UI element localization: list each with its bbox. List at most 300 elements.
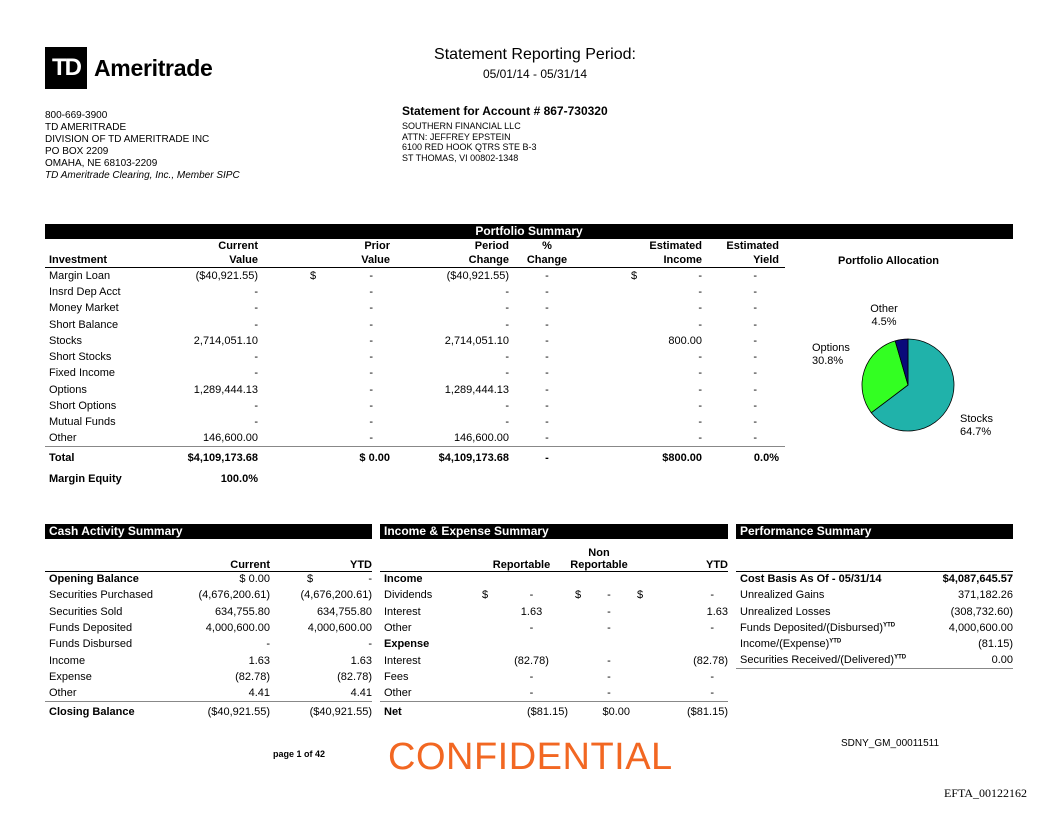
period-change: ($40,921.55) xyxy=(446,269,509,282)
period-change: - xyxy=(505,302,509,315)
inc-col-non-reportable xyxy=(568,540,630,571)
cash-col-current: Current xyxy=(180,540,270,571)
cash-ytd-cell xyxy=(285,636,372,652)
currency-symbol xyxy=(630,604,650,620)
inc-col-non-reportable-top: Non xyxy=(588,546,610,559)
performance-summary-table xyxy=(736,540,1013,669)
income-ytd: - xyxy=(650,685,728,701)
est-yield: - xyxy=(753,269,757,282)
pie-label-other: Other xyxy=(870,303,898,315)
current-value: 146,600.00 xyxy=(165,430,258,446)
performance-item-label: Funds Deposited/(Disbursed) xyxy=(740,622,884,635)
investment-name: Short Balance xyxy=(49,318,119,331)
period-change: - xyxy=(505,285,509,298)
performance-item-label: Unrealized Gains xyxy=(740,589,825,602)
prior-value: - xyxy=(369,351,373,364)
period-change: - xyxy=(505,351,509,364)
est-yield: - xyxy=(753,285,757,298)
est-income-cell xyxy=(585,333,702,349)
income-ytd: (82.78) xyxy=(693,654,728,667)
period-change: 146,600.00 xyxy=(390,430,509,446)
est-income: - xyxy=(698,285,702,298)
performance-item xyxy=(736,587,926,603)
portfolio-row xyxy=(45,365,785,381)
portfolio-row xyxy=(45,382,785,398)
current-value: - xyxy=(254,367,258,380)
account-address-line: 6100 RED HOOK QTRS STE B-3 xyxy=(402,142,537,152)
prior-value: - xyxy=(369,367,373,380)
broker-member-note: TD Ameritrade Clearing, Inc., Member SIPC xyxy=(45,170,240,181)
page-number: page 1 of 42 xyxy=(273,749,326,759)
total-label: Total xyxy=(49,451,75,464)
currency-symbol xyxy=(630,669,650,685)
col-income-bottom: Income xyxy=(585,253,702,268)
net-reportable: ($81.15) xyxy=(527,706,568,719)
est-income: - xyxy=(698,318,702,331)
efta-id: EFTA_00122162 xyxy=(944,786,1028,800)
performance-item-value: 371,182.26 xyxy=(957,589,1013,602)
reporting-period-dates: 05/01/14 - 05/31/14 xyxy=(482,67,588,81)
performance-item-value: 0.00 xyxy=(926,652,1013,668)
est-income: - xyxy=(698,351,702,364)
income-row xyxy=(380,685,728,701)
portfolio-summary-table xyxy=(45,239,785,490)
broker-address xyxy=(45,110,240,182)
portfolio-row xyxy=(45,268,785,284)
cash-current: (82.78) xyxy=(235,670,270,683)
spacer xyxy=(779,268,785,284)
prior-value: - xyxy=(369,302,373,315)
income-row xyxy=(380,669,728,685)
confidential-stamp: CONFIDENTIAL xyxy=(388,736,673,778)
prior-value: - xyxy=(369,285,373,298)
currency-symbol xyxy=(568,685,588,701)
currency-symbol xyxy=(475,669,495,685)
col-pct-top: % xyxy=(542,240,552,252)
account-title: Statement for Account # 867-730320 xyxy=(402,104,608,118)
portfolio-row xyxy=(45,316,785,332)
spacer xyxy=(588,571,630,587)
closing-balance-ytd: ($40,921.55) xyxy=(309,706,372,719)
est-income-cell xyxy=(585,349,702,365)
cash-row xyxy=(45,636,372,652)
inc-col-ytd: YTD xyxy=(650,540,728,571)
est-income: 800.00 xyxy=(668,334,702,347)
income-expense-header: Income & Expense Summary xyxy=(380,524,728,539)
currency-symbol xyxy=(475,685,495,701)
pct-change: - xyxy=(545,367,549,380)
portfolio-allocation-title: Portfolio Allocation xyxy=(837,255,940,267)
spacer xyxy=(779,349,785,365)
prior-value-cell xyxy=(258,300,390,316)
income-reportable: - xyxy=(529,670,534,683)
spacer xyxy=(779,284,785,300)
col-current-bottom: Value xyxy=(165,253,258,268)
prior-value-cell xyxy=(258,382,390,398)
cash-row xyxy=(45,685,372,701)
pie-chart-svg xyxy=(790,300,1015,450)
prior-value: - xyxy=(369,334,373,347)
broker-po-box: PO BOX 2209 xyxy=(45,146,109,157)
ytd-superscript: YTD xyxy=(894,654,907,661)
cash-item-label: Securities Sold xyxy=(49,605,123,618)
col-income-top: Estimated xyxy=(649,240,702,252)
est-income: - xyxy=(698,383,702,396)
current-value: - xyxy=(254,416,258,429)
investment-name: Short Options xyxy=(49,400,117,413)
account-address-line: ST THOMAS, VI 00802-1348 xyxy=(402,152,519,163)
pct-change: - xyxy=(509,430,585,446)
pie-value-options: 30.8% xyxy=(812,355,844,367)
currency-symbol: $ xyxy=(636,589,644,602)
performance-row xyxy=(736,636,1013,652)
investment-name: Other xyxy=(45,430,165,446)
income-reportable: (82.78) xyxy=(514,654,549,667)
est-income: - xyxy=(698,416,702,429)
performance-row xyxy=(736,587,1013,603)
cash-row xyxy=(45,604,372,620)
portfolio-row xyxy=(45,398,785,414)
est-yield: - xyxy=(753,334,757,347)
performance-summary-header: Performance Summary xyxy=(736,524,1013,539)
income-reportable: - xyxy=(495,685,568,701)
income-row xyxy=(380,571,728,587)
income-row xyxy=(380,652,728,668)
pct-change: - xyxy=(545,334,549,347)
currency-symbol: $ xyxy=(307,573,314,586)
net-ytd: ($81.15) xyxy=(687,706,728,719)
closing-balance-current: ($40,921.55) xyxy=(207,706,270,719)
spacer xyxy=(650,636,728,652)
total-prior: $ 0.00 xyxy=(359,451,390,464)
period-change: - xyxy=(505,416,509,429)
cash-ytd: 1.63 xyxy=(350,654,372,667)
pie-label-stocks: Stocks xyxy=(960,413,994,425)
income-non-reportable: - xyxy=(607,654,611,667)
cash-ytd: - xyxy=(368,638,372,651)
period-change: - xyxy=(505,367,509,380)
est-yield: - xyxy=(753,318,757,331)
income-row xyxy=(380,587,728,603)
currency-symbol xyxy=(475,620,495,636)
cash-ytd: 634,755.80 xyxy=(316,605,372,618)
performance-item xyxy=(736,652,926,668)
portfolio-row xyxy=(45,284,785,300)
current-value: 2,714,051.10 xyxy=(193,334,258,347)
est-income-cell xyxy=(585,268,702,284)
investment-name: Fixed Income xyxy=(49,367,116,380)
performance-item xyxy=(736,604,926,620)
col-pct-bottom: Change xyxy=(509,253,585,268)
period-change: - xyxy=(505,400,509,413)
pct-change: - xyxy=(545,302,549,315)
currency-symbol xyxy=(568,620,588,636)
document-id: SDNY_GM_00011511 xyxy=(841,738,940,749)
cost-basis-row xyxy=(736,571,1013,587)
spacer xyxy=(475,636,495,652)
current-value: - xyxy=(254,318,258,331)
prior-value-cell xyxy=(258,414,390,430)
prior-value-cell xyxy=(258,284,390,300)
currency-symbol xyxy=(475,652,495,668)
performance-item-value: (308,732.60) xyxy=(950,605,1013,618)
cash-ytd-cell xyxy=(285,620,372,636)
currency-symbol: $ xyxy=(574,589,582,602)
spacer xyxy=(568,636,588,652)
pct-change: - xyxy=(545,351,549,364)
col-prior-top: Prior xyxy=(364,240,390,252)
ytd-superscript: YTD xyxy=(883,622,896,629)
td-ameritrade-logo xyxy=(45,47,212,89)
current-value: - xyxy=(254,400,258,413)
cash-row xyxy=(45,669,372,685)
current-value: - xyxy=(254,285,258,298)
cash-ytd: - xyxy=(368,573,372,586)
net-non-reportable: $0.00 xyxy=(602,706,630,719)
spacer xyxy=(495,636,568,652)
est-income-cell xyxy=(585,398,702,414)
spacer xyxy=(270,669,285,685)
col-period-bottom: Change xyxy=(390,253,509,268)
est-income: - xyxy=(698,432,702,445)
col-period-top: Period xyxy=(474,240,509,252)
cash-ytd-cell xyxy=(285,604,372,620)
investment-name: Mutual Funds xyxy=(49,416,116,429)
cash-item-label: Funds Disbursed xyxy=(49,638,133,651)
spacer xyxy=(779,414,785,430)
investment-name: Margin Loan xyxy=(49,269,111,282)
currency-symbol: $ xyxy=(310,269,317,282)
est-income-cell xyxy=(585,382,702,398)
income-item-label: Other xyxy=(384,622,412,635)
est-yield: - xyxy=(753,416,757,429)
total-current: $4,109,173.68 xyxy=(187,451,258,464)
ytd-superscript: YTD xyxy=(829,638,842,645)
cash-row xyxy=(45,571,372,587)
cash-row xyxy=(45,620,372,636)
performance-item xyxy=(736,620,926,636)
est-yield: - xyxy=(702,430,779,446)
cash-ytd-cell xyxy=(285,685,372,701)
income-ytd: - xyxy=(710,670,714,683)
cash-ytd-cell xyxy=(285,587,372,603)
col-prior-bottom: Value xyxy=(258,253,390,268)
portfolio-row xyxy=(45,333,785,349)
cash-ytd: 4,000,600.00 xyxy=(307,622,372,635)
cash-current: 4,000,600.00 xyxy=(205,622,270,635)
est-income-cell xyxy=(585,300,702,316)
income-non-reportable: - xyxy=(607,605,611,618)
spacer xyxy=(270,620,285,636)
income-row xyxy=(380,636,728,652)
cost-basis-value: $4,087,645.57 xyxy=(942,573,1013,586)
investment-name: Stocks xyxy=(49,334,83,347)
spacer xyxy=(475,571,495,587)
cash-activity-header: Cash Activity Summary xyxy=(45,524,372,539)
spacer xyxy=(779,430,785,446)
income-item-label: Other xyxy=(380,685,475,701)
income-section-heading: Expense xyxy=(384,638,430,651)
spacer xyxy=(270,587,285,603)
currency-symbol xyxy=(475,604,495,620)
logo-name: Ameritrade xyxy=(94,54,213,81)
prior-value: - xyxy=(369,318,373,331)
spacer xyxy=(270,652,285,668)
portfolio-row xyxy=(45,430,785,446)
spacer xyxy=(630,571,650,587)
cash-ytd: 4.41 xyxy=(350,686,372,699)
prior-value: - xyxy=(369,383,373,396)
spacer xyxy=(568,571,588,587)
td-logo-mark: TD xyxy=(45,47,87,89)
inc-col-reportable: Reportable xyxy=(475,540,568,571)
cash-ytd: (4,676,200.61) xyxy=(300,589,372,602)
currency-symbol xyxy=(568,604,588,620)
est-income-cell xyxy=(585,365,702,381)
prior-value-cell xyxy=(258,333,390,349)
inc-col-non-reportable-bottom: Reportable xyxy=(570,558,628,571)
pct-change: - xyxy=(545,285,549,298)
performance-row xyxy=(736,652,1013,668)
spacer xyxy=(779,333,785,349)
current-value: - xyxy=(254,302,258,315)
investment-name: Short Stocks xyxy=(49,351,112,364)
total-pct: - xyxy=(545,451,549,464)
broker-phone: 800-669-3900 xyxy=(45,110,108,121)
spacer xyxy=(495,571,568,587)
performance-item-value: (81.15) xyxy=(978,638,1013,651)
est-yield: - xyxy=(753,383,757,396)
col-yield-bottom: Yield xyxy=(702,253,779,268)
currency-symbol xyxy=(568,669,588,685)
broker-city: OMAHA, NE 68103-2209 xyxy=(45,158,158,169)
est-income: - xyxy=(698,367,702,380)
cash-current: 4.41 xyxy=(180,685,270,701)
currency-symbol xyxy=(630,620,650,636)
cash-current: 1.63 xyxy=(248,654,270,667)
income-reportable: - xyxy=(529,589,534,602)
pie-label-options: Options xyxy=(812,342,850,354)
est-income-cell xyxy=(585,430,702,446)
est-income-cell xyxy=(585,316,702,332)
est-income: - xyxy=(698,269,702,282)
col-investment: Investment xyxy=(45,253,165,268)
est-yield: - xyxy=(753,367,757,380)
est-income-cell xyxy=(585,284,702,300)
cash-ytd-cell xyxy=(285,669,372,685)
income-reportable: - xyxy=(529,622,534,635)
prior-value-cell xyxy=(258,398,390,414)
cash-ytd: (82.78) xyxy=(337,670,372,683)
cash-current: - xyxy=(266,638,270,651)
income-section-heading: Income xyxy=(384,573,423,586)
period-change: - xyxy=(505,318,509,331)
cost-basis-label: Cost Basis As Of - 05/31/14 xyxy=(740,573,882,586)
currency-symbol xyxy=(630,685,650,701)
account-address-line: ATTN: JEFFREY EPSTEIN xyxy=(402,131,511,142)
portfolio-allocation-chart xyxy=(790,300,1015,450)
spacer xyxy=(270,604,285,620)
cash-item-label: Expense xyxy=(49,670,92,683)
closing-balance-row xyxy=(45,701,372,722)
prior-value-cell xyxy=(258,268,390,284)
spacer xyxy=(270,636,285,652)
currency-symbol: $ xyxy=(481,589,489,602)
income-expense-table xyxy=(380,540,728,722)
income-row xyxy=(380,604,728,620)
col-current-top: Current xyxy=(218,240,258,252)
period-change: 2,714,051.10 xyxy=(444,334,509,347)
currency-symbol xyxy=(630,652,650,668)
cash-col-ytd: YTD xyxy=(285,540,372,571)
est-income: - xyxy=(698,400,702,413)
est-yield: - xyxy=(753,400,757,413)
cash-ytd-cell xyxy=(285,571,372,587)
spacer xyxy=(779,365,785,381)
income-non-reportable: - xyxy=(607,622,611,635)
currency-symbol: $ xyxy=(631,269,638,282)
spacer xyxy=(630,636,650,652)
spacer xyxy=(779,382,785,398)
margin-equity-value: 100.0% xyxy=(220,472,258,485)
prior-value: - xyxy=(369,400,373,413)
income-non-reportable: - xyxy=(588,685,630,701)
cash-row xyxy=(45,587,372,603)
performance-row xyxy=(736,620,1013,636)
pct-change: - xyxy=(545,416,549,429)
pie-value-stocks: 64.7% xyxy=(960,426,992,438)
closing-balance-label: Closing Balance xyxy=(49,706,135,719)
total-change: $4,109,173.68 xyxy=(438,451,509,464)
est-yield: - xyxy=(753,351,757,364)
cash-current: 634,755.80 xyxy=(214,605,270,618)
spacer xyxy=(588,636,630,652)
portfolio-row xyxy=(45,300,785,316)
currency-symbol xyxy=(568,652,588,668)
cash-item-label: Opening Balance xyxy=(49,573,139,586)
cash-current: $ 0.00 xyxy=(239,573,270,586)
spacer xyxy=(650,571,728,587)
portfolio-row xyxy=(45,414,785,430)
cash-item-label: Income xyxy=(49,654,86,667)
spacer xyxy=(779,316,785,332)
current-value: - xyxy=(254,351,258,364)
income-item-label: Fees xyxy=(384,670,409,683)
cash-item-label: Funds Deposited xyxy=(49,622,133,635)
investment-name: Money Market xyxy=(49,302,119,315)
pct-change: - xyxy=(545,400,549,413)
current-value: ($40,921.55) xyxy=(195,269,258,282)
income-item-label: Interest xyxy=(384,605,421,618)
pie-value-other: 4.5% xyxy=(871,316,897,328)
cash-activity-table xyxy=(45,540,372,722)
income-non-reportable: - xyxy=(607,670,611,683)
current-value: 1,289,444.13 xyxy=(193,383,258,396)
cash-item-label: Other xyxy=(45,685,180,701)
col-yield-top: Estimated xyxy=(726,240,779,252)
margin-equity-row xyxy=(45,468,785,490)
income-reportable: 1.63 xyxy=(520,605,543,618)
net-label: Net xyxy=(384,706,402,719)
performance-item xyxy=(736,636,926,652)
income-item-label: Interest xyxy=(384,654,421,667)
investment-name: Options xyxy=(49,383,87,396)
spacer xyxy=(270,685,285,701)
portfolio-total-row xyxy=(45,447,785,468)
prior-value: - xyxy=(369,416,373,429)
broker-division: DIVISION OF TD AMERITRADE INC xyxy=(45,134,210,145)
performance-item-value: 4,000,600.00 xyxy=(948,622,1013,635)
